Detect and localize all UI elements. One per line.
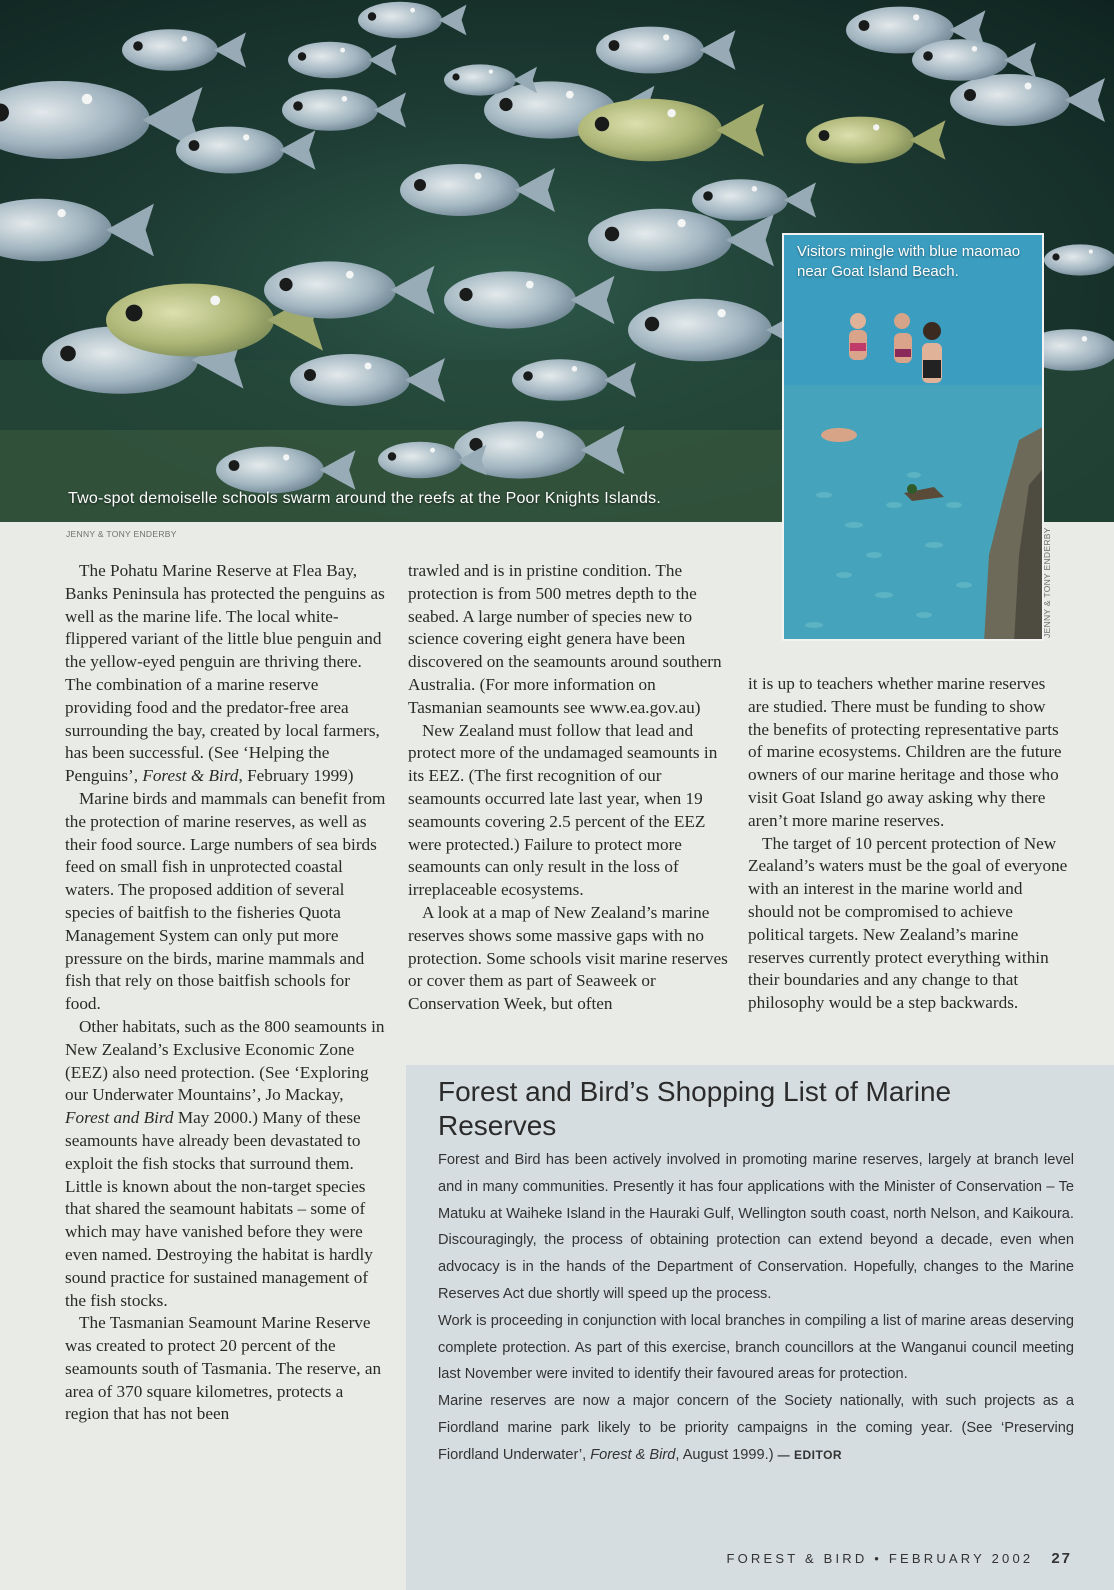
main-photo-caption: Two-spot demoiselle schools swarm around the reefs at the Poor Knights Islands. (68, 490, 661, 507)
paragraph: Marine birds and mammals can benefit from the protection of marine reserves, as well as their food source. Large numbers of sea birds feed on small fish in unprotected coastal waters. The proposed addition of several species of baitfish to the fisheries Quota Management System can only put more pressure on the birds, marine mammals and fish that rely on those baitfish schools for food. (65, 788, 386, 1014)
page-number: 27 (1051, 1550, 1072, 1567)
editor-signoff: — EDITOR (777, 1447, 843, 1462)
paragraph: A look at a map of New Zealand’s marine reserves shows some massive gaps with no protection. Some schools visit marine reserves or cover them as part of Seaweek or Conservation Week, but often (408, 902, 728, 1014)
paragraph: Discouragingly, the process of obtaining protection can extend beyond a decade, even when advocacy is in the hands of the Department of Conservation. Hopefully, changes to the Marine Reserves Act due shortly will speed up the process. (438, 1232, 1074, 1302)
inset-photo (782, 233, 1044, 641)
paragraph: it is up to teachers whether marine reserves are studied. There must be funding to show the benefits of protecting representative parts of marine ecosystems. Children are the future owners of our marine heritage and those who visit Goat Island go away asking why there aren’t more marine reserves. (748, 674, 1062, 830)
paragraph: Other habitats, such as the 800 seamounts in New Zealand’s Exclusive Economic Zone (EEZ) also need protection. (See ‘Exploring our Underwater Mountains’, Jo Mackay, Forest and Bird May 2000.) Many of these seamounts have already been devastated to exploit the fish stocks that surround them. Little is known about the non-target species that shared the seamount habitats – some of which may have vanished before they were even named. Destroying the habitat is hardly sound practice for sustained management of the fish stocks. (65, 1016, 385, 1310)
paragraph: trawled and is in pristine condition. The protection is from 500 metres depth to the seabed. A large number of species new to science covering eight genera have been discovered on the seamounts around southern Australia. (For more information on Tasmanian seamounts see www.ea.gov.au) (408, 561, 722, 717)
paragraph: New Zealand must follow that lead and protect more of the undamaged seamounts in its EEZ. (The first recognition of our seamounts occurred late last year, when 19 seamounts covering 2.5 percent of the EEZ were protected.) Failure to protect more seamounts can only result in the loss of irreplaceable ecosystems. (408, 720, 718, 900)
paragraph: The Pohatu Marine Reserve at Flea Bay, Banks Peninsula has protected the penguins as well as the marine life. The local white-flippered variant of the little blue penguin and the yellow-eyed penguin are thriving there. The combination of a marine reserve providing food and the predator-free area surrounding the bay, created by local farmers, has been successful. (See ‘Helping the Penguins’, Forest & Bird, February 1999) (65, 561, 385, 786)
paragraph: Marine reserves are now a major concern of the Society nationally, with such projects as a Fiordland marine park likely to be priority campaigns in the coming year. (See ‘Preserving Fiordland Underwater’, Forest & Bird, August 1999.) — EDITOR (438, 1393, 1074, 1463)
inset-photo-caption: Visitors mingle with blue maomao near Goat Island Beach. (797, 243, 1021, 280)
paragraph: Forest and Bird has been actively involved in promoting marine reserves, largely at branch level and in many communities. Presently it has four applications with the Minister of Conservation – Te Matuku at Waiheke Island in the Hauraki Gulf, Wellington south coast, north Nelson, and Kaikoura. (438, 1152, 1074, 1222)
running-head: FOREST & BIRD • FEBRUARY 2002 (726, 1551, 1034, 1566)
paragraph: The target of 10 percent protection of New Zealand’s waters must be the goal of everyone with an interest in the marine world and should not be compromised to achieve political targets. New Zealand’s marine reserves currently protect everything within their boundaries and any change to that philosophy would be a step backwards. (748, 833, 1068, 1013)
sidebar-body (438, 1147, 1074, 1469)
page-footer (726, 1550, 1072, 1567)
shopping-list-sidebar (406, 1065, 1114, 1590)
paragraph: Work is proceeding in conjunction with local branches in compiling a list of marine areas deserving complete protection. As part of this exercise, branch councillors at the Wanganui council meeting last November were invited to identify their favoured areas for protection. (438, 1312, 1074, 1383)
article-column-1 (65, 560, 387, 1426)
article-column-3 (748, 673, 1070, 1015)
paragraph: The Tasmanian Seamount Marine Reserve was created to protect 20 percent of the seamounts south of Tasmania. The reserve, an area of 370 square kilometres, protects a region that has not been (65, 1313, 382, 1424)
inset-photo-credit: JENNY & TONY ENDERBY (1042, 527, 1052, 638)
snorkellers-illustration (784, 235, 1044, 641)
sidebar-title: Forest and Bird’s Shopping List of Marine Reserves (438, 1076, 952, 1141)
article-column-2 (408, 560, 730, 1016)
main-photo-credit: JENNY & TONY ENDERBY (66, 529, 177, 539)
